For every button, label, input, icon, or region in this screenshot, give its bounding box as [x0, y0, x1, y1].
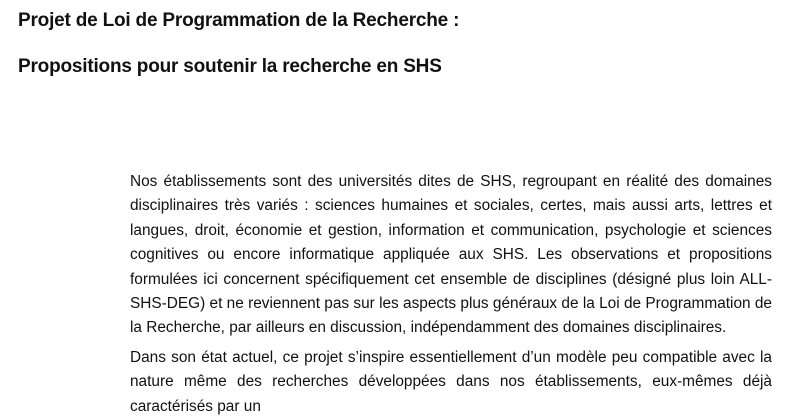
body-paragraph-2: Dans son état actuel, ce projet s’inspire essentiellement d’un modèle peu compatible avec la nature même des recherches développées dans nos établissements, eux-mêmes déjà caractérisés par un	[130, 349, 772, 415]
body-paragraph-1: Nos établissements sont des universités dites de SHS, regroupant en réalité des domaines disciplinaires très variés : sciences humaines et sociales, certes, mais aussi arts, lettres et langues, droit, économie et gestion, information et communication, psychologie et sciences cognitives ou encore informatique appliquée aux SHS. Les observations et propositions formulées ici concernent spécifiquement cet ensemble de disciplines (désigné plus loin ALL-SHS-DEG) et ne reviennent pas sur les aspects plus généraux de la Loi de Programmation de la Recherche, par ailleurs en discussion, indépendamment des domaines disciplinaires.	[130, 173, 772, 337]
document-subtitle: Propositions pour soutenir la recherche en SHS	[18, 56, 442, 77]
document-title: Projet de Loi de Programmation de la Recherche :	[18, 10, 460, 31]
